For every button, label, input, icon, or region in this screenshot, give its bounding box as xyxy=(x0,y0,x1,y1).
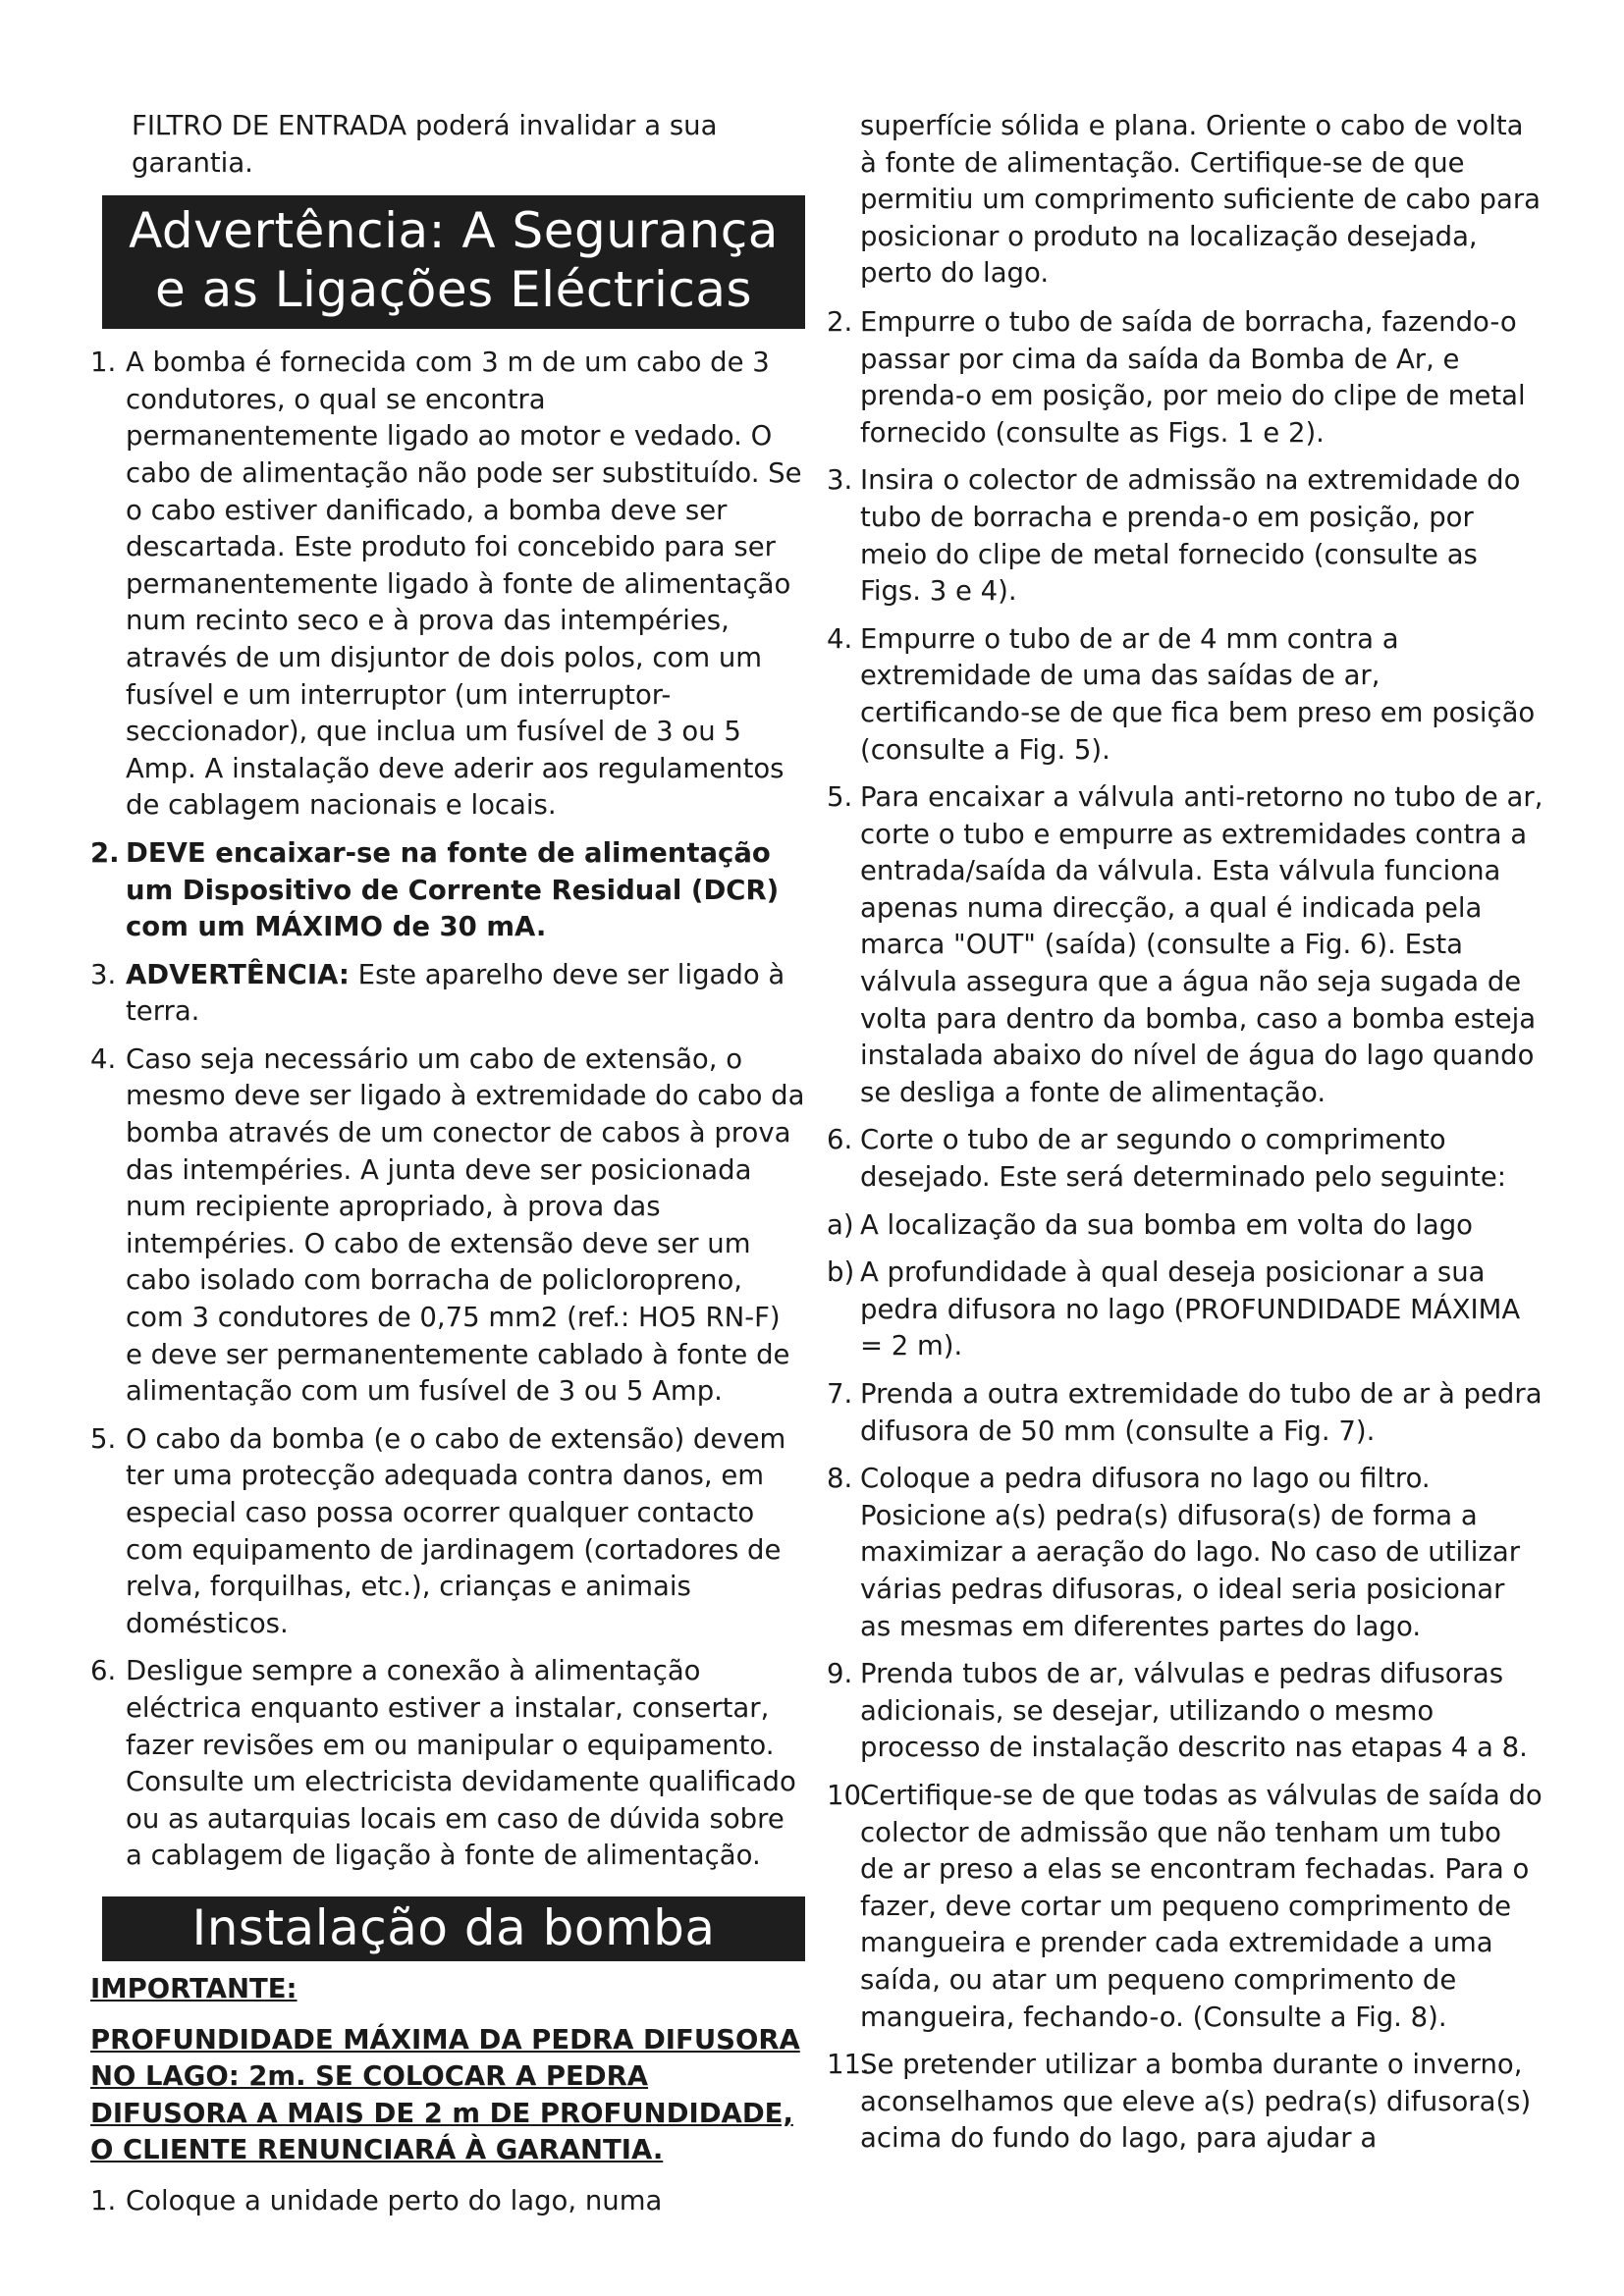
item-text: A localização da sua bomba em volta do lago xyxy=(860,1208,1473,1241)
item-number: 3. xyxy=(90,958,117,990)
list-item xyxy=(827,462,1543,610)
list-item xyxy=(827,621,1543,769)
item-text: Empurre o tubo de saída de borracha, fazendo-o passar por cima da saída da Bomba de Ar, e prenda-o em posição, por meio do clipe de metal fornecido (consulte as Figs. 1 e 2). xyxy=(860,305,1526,449)
list-item xyxy=(90,957,805,1031)
intro-text: FILTRO DE ENTRADA poderá invalidar a sua garantia. xyxy=(132,110,718,179)
item-number: 3. xyxy=(827,464,853,497)
right-column xyxy=(827,108,1543,2168)
item-text: Desligue sempre a conexão à alimentação eléctrica enquanto estiver a instalar, consertar, fazer revisões em ou manipular o equipamento. Consulte um electricista devidamente qualificado ou as autarquias locais em caso de dúvida sobre a cablagem de ligação à fonte de alimentação. xyxy=(126,1655,796,1872)
list-item xyxy=(827,1207,1543,1245)
list-item xyxy=(827,1778,1543,2036)
safety-heading: Advertência: A Segurança e as Ligações Eléctricas xyxy=(102,195,805,329)
list-item xyxy=(827,1376,1543,1450)
list-item xyxy=(90,1041,805,1411)
item-number: 6. xyxy=(827,1124,853,1156)
item-text: Corte o tubo de ar segundo o comprimento desejado. Este será determinado pelo seguinte: xyxy=(860,1124,1507,1194)
item-number: 6. xyxy=(90,1655,117,1687)
item-number: 1. xyxy=(90,347,117,379)
item-text: Para encaixar a válvula anti-retorno no tubo de ar, corte o tubo e empurre as extremidades contra a entrada/saída da válvula. Esta válvula funciona apenas numa direcção, a qual é indicada pela marca "OUT" (saída) (consulte a Fig. 6). Esta válvula assegura que a água não seja sugada de volta para dentro da bomba, caso a bomba esteja instalada abaixo do nível de água do lago quando se desliga a fonte de alimentação. xyxy=(860,781,1543,1108)
install-list xyxy=(827,108,1543,2158)
item-text: DEVE encaixar-se na fonte de alimentação um Dispositivo de Corrente Residual (DCR) com um MÁXIMO de 30 mA. xyxy=(126,836,780,943)
item-text: Prenda a outra extremidade do tubo de ar à pedra difusora de 50 mm (consulte a Fig. 7). xyxy=(860,1378,1543,1447)
left-column xyxy=(90,108,805,2231)
item-number: 2. xyxy=(827,305,853,338)
item-text: Empurre o tubo de ar de 4 mm contra a extremidade de uma das saídas de ar, certificando-se de que fica bem preso em posição (consulte a Fig. 5). xyxy=(860,622,1536,766)
item-number: 4. xyxy=(827,622,853,655)
install-list-start xyxy=(90,2183,805,2220)
list-item xyxy=(827,1255,1543,1365)
item-number: 11. xyxy=(827,2049,870,2081)
list-item xyxy=(827,779,1543,1111)
list-item xyxy=(90,1421,805,1643)
item-number: 5. xyxy=(827,781,853,814)
list-item xyxy=(827,1461,1543,1645)
list-item-continuation xyxy=(827,108,1543,293)
item-text: Coloque a unidade perto do lago, numa xyxy=(126,2184,663,2216)
item-number: 10. xyxy=(827,1779,870,1811)
item-text: O cabo da bomba (e o cabo de extensão) devem ter uma protecção adequada contra danos, em especial caso possa ocorrer qualquer contacto com equipamento de jardinagem (cortadores de relva, forquilhas, etc.), crianças e animais domésticos. xyxy=(126,1422,786,1639)
important-text: PROFUNDIDADE MÁXIMA DA PEDRA DIFUSORA NO LAGO: 2m. SE COLOCAR A PEDRA DIFUSORA A MAIS DE 2 m DE PROFUNDIDADE, O CLIENTE RENUNCIARÁ À GARANTIA. xyxy=(90,2023,800,2166)
item-text: Prenda tubos de ar, válvulas e pedras difusoras adicionais, se desejar, utilizando o mesmo processo de instalação descrito nas etapas 4 a 8. xyxy=(860,1658,1528,1764)
list-item xyxy=(90,1653,805,1875)
list-item xyxy=(827,304,1543,452)
item-number: 8. xyxy=(827,1463,853,1495)
item-text: Caso seja necessário um cabo de extensão, o mesmo deve ser ligado à extremidade do cabo da bomba através de um conector de cabos à prova das intempéries. A junta deve ser posicionada num recipiente apropriado, à prova das intempéries. O cabo de extensão deve ser um cabo isolado com borracha de policloropreno, com 3 condutores de 0,75 mm2 (ref.: HO5 RN-F) e deve ser permanentemente cablado à fonte de alimentação com um fusível de 3 ou 5 Amp. xyxy=(126,1042,805,1408)
item-text: Insira o colector de admissão na extremidade do tubo de borracha e prenda-o em posição, por meio do clipe de metal fornecido (consulte as Figs. 3 e 4). xyxy=(860,464,1521,608)
item-number: 4. xyxy=(90,1042,117,1075)
item-text: Se pretender utilizar a bomba durante o inverno, aconselhamos que eleve a(s) pedra(s) difusora(s) acima do fundo do lago, para ajudar a xyxy=(860,2049,1532,2155)
item-number: 2. xyxy=(90,836,120,869)
item-text: A bomba é fornecida com 3 m de um cabo de 3 condutores, o qual se encontra permanentemente ligado ao motor e vedado. O cabo de alimentação não pode ser substituído. Se o cabo estiver danificado, a bomba deve ser descartada. Este produto foi concebido para ser permanentemente ligado à fonte de alimentação num recinto seco e à prova das intempéries, através de um disjuntor de dois polos, com um fusível e um interruptor (um interruptor-seccionador), que inclua um fusível de 3 ou 5 Amp. A instalação deve aderir aos regulamentos de cablagem nacionais e locais. xyxy=(126,347,802,822)
list-item xyxy=(827,2047,1543,2158)
item-text: Este aparelho deve ser ligado à terra. xyxy=(126,958,785,1028)
item-number: 7. xyxy=(827,1378,853,1410)
install-heading: Instalação da bomba xyxy=(102,1896,805,1961)
list-item xyxy=(90,2183,805,2220)
safety-list xyxy=(90,345,805,1875)
list-item xyxy=(827,1122,1543,1196)
item-text: A profundidade à qual deseja posicionar a sua pedra difusora no lago (PROFUNDIDADE MÁXIMA = 2 m). xyxy=(860,1256,1521,1362)
warning-label: ADVERTÊNCIA: xyxy=(126,958,350,990)
item-text: superfície sólida e plana. Oriente o cabo de volta à fonte de alimentação. Certifique-se de que permitiu um comprimento suficiente de cabo para posicionar o produto na localização desejada, perto do lago. xyxy=(860,110,1542,290)
item-number: 9. xyxy=(827,1658,853,1690)
list-item xyxy=(90,835,805,946)
item-text: Certifique-se de que todas as válvulas de saída do colector de admissão que não tenham um tubo de ar preso a elas se encontram fechadas. Para o fazer, deve cortar um pequeno comprimento de mangueira e prender cada extremidade a uma saída, ou atar um pequeno comprimento de mangueira, fechando-o. (Consulte a Fig. 8). xyxy=(860,1779,1543,2033)
item-text: Coloque a pedra difusora no lago ou filtro. Posicione a(s) pedra(s) difusora(s) de forma a maximizar a aeração do lago. No caso de utilizar várias pedras difusoras, o ideal seria posicionar as mesmas em diferentes partes do lago. xyxy=(860,1463,1521,1642)
item-number: 5. xyxy=(90,1422,117,1455)
list-item xyxy=(90,345,805,825)
item-number: b) xyxy=(827,1256,855,1289)
item-number: a) xyxy=(827,1208,854,1241)
important-label: IMPORTANTE: xyxy=(90,1972,298,2004)
item-number: 1. xyxy=(90,2184,117,2216)
list-item xyxy=(827,1656,1543,1767)
